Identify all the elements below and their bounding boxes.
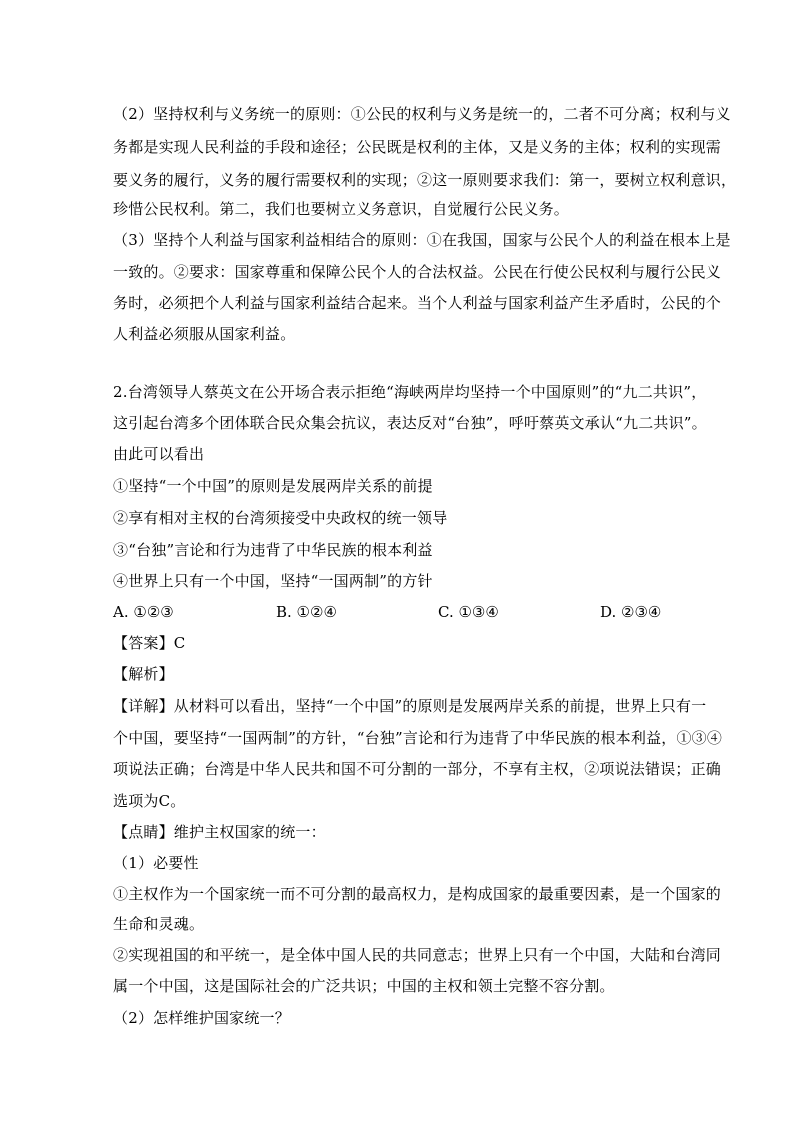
question-statement: ③“台独”言论和行为违背了中华民族的根本利益	[113, 541, 433, 559]
detail-line: 项说法正确；台湾是中华人民共和国不可分割的一部分，不享有主权，②项说法错误；正确	[113, 760, 722, 778]
point-line: 属一个中国，这是国际社会的广泛共识；中国的主权和领土完整不容分割。	[113, 977, 615, 995]
question-statement: ①坚持“一个中国”的原则是发展两岸关系的前提	[113, 477, 433, 495]
point-line: （2）怎样维护国家统一？	[113, 1009, 290, 1027]
detail-line: 【详解】从材料可以看出，坚持“一个中国”的原则是发展两岸关系的前提，世界上只有一	[113, 697, 707, 715]
detail-line: 选项为C。	[113, 792, 186, 810]
option-c: C. ①③④	[438, 603, 499, 621]
analysis-heading: 【解析】	[113, 665, 174, 683]
detail-line: 个中国，要坚持“一国两制”的方针，“台独”言论和行为违背了中华民族的根本利益，①③④	[113, 729, 723, 747]
text-line: 要义务的履行，义务的履行需要权利的实现；②这一原则要求我们：第一，要树立权利意识，	[113, 171, 737, 189]
point-line: （1）必要性	[113, 854, 199, 872]
text-line: （3）坚持个人利益与国家利益相结合的原则：①在我国，国家与公民个人的利益在根本上是	[113, 231, 731, 249]
point-line: ②实现祖国的和平统一，是全体中国人民的共同意志；世界上只有一个中国，大陆和台湾同	[113, 946, 722, 964]
point-line: 生命和灵魂。	[113, 915, 205, 933]
text-line: 务时，必须把个人利益与国家利益结合起来。当个人利益与国家利益产生矛盾时，公民的个	[113, 294, 722, 312]
question-statement: ④世界上只有一个中国，坚持“一国两制”的方针	[113, 572, 433, 590]
text-line: 一致的。②要求：国家尊重和保障公民个人的合法权益。公民在行使公民权利与履行公民义	[113, 263, 722, 281]
question-stem: 2.台湾领导人蔡英文在公开场合表示拒绝“海峡两岸均坚持一个中国原则”的“九二共识”，	[113, 383, 707, 401]
text-line: （2）坚持权利与义务统一的原则：①公民的权利与义务是统一的，二者不可分离；权利与义	[113, 105, 731, 123]
question-statement: ②享有相对主权的台湾须接受中央政权的统一领导	[113, 509, 448, 527]
answer: 【答案】C	[113, 634, 186, 652]
point-line: ①主权作为一个国家统一而不可分割的最高权力，是构成国家的最重要因素，是一个国家的	[113, 885, 722, 903]
option-b: B. ①②④	[276, 603, 337, 621]
point-line: 【点睛】维护主权国家的统一：	[113, 823, 326, 841]
text-line: 珍惜公民权利。第二，我们也要树立义务意识，自觉履行公民义务。	[113, 200, 570, 218]
question-stem: 由此可以看出	[113, 445, 205, 463]
text-line: 务都是实现人民利益的手段和途径；公民既是权利的主体，又是义务的主体；权利的实现需	[113, 138, 722, 156]
option-a: A. ①②③	[113, 603, 174, 621]
text-line: 人利益必须服从国家利益。	[113, 325, 296, 343]
option-d: D. ②③④	[600, 603, 662, 621]
question-stem: 这引起台湾多个团体联合民众集会抗议，表达反对“台独”，呼吁蔡英文承认“九二共识”。	[113, 414, 707, 432]
